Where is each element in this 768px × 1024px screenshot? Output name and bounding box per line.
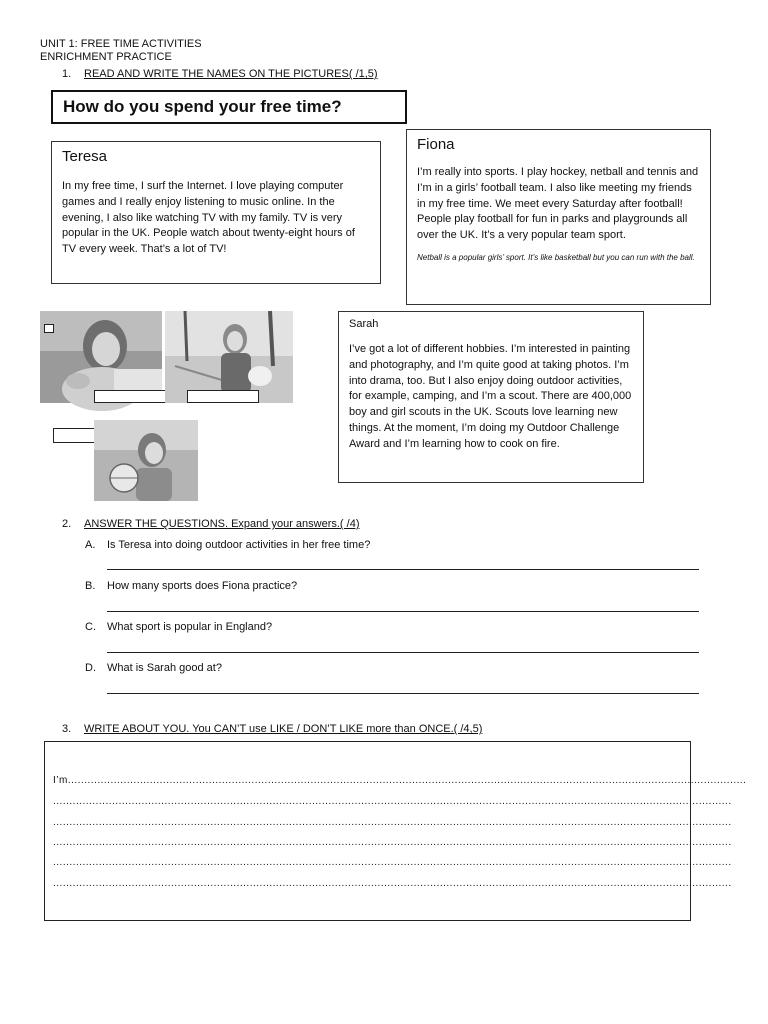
answer-line-b[interactable]	[107, 611, 699, 612]
sarah-text: I’ve got a lot of different hobbies. I’m interested in painting and photography, and I’m quite good at taking photos. I’m into drama, too. But I also enjoy doing outdoor activities, for example, camping, and I’m a scout. There are 400,000 boy and girl scouts in the UK. Scouts love learning new things. At the moment, I’m doing my Outdoor Challenge Award and I’m learning how to cook on fire.	[349, 343, 632, 450]
fiona-box	[406, 129, 711, 305]
section-3-instruction: WRITE ABOUT YOU. You CAN’T use LIKE / DON’T LIKE more than ONCE.( /4,5)	[84, 723, 483, 735]
page-subtitle: ENRICHMENT PRACTICE	[40, 51, 172, 63]
answer-checkbox[interactable]	[44, 324, 54, 333]
fiona-name: Fiona	[417, 136, 455, 153]
question-d: D. What is Sarah good at?	[85, 662, 222, 674]
teresa-text: In my free time, I surf the Internet. I love playing computer games and I really enjoy listening to music online. In the evening, I also like watching TV with my family. TV is very popular in the UK. People watch about twenty-eight hours of TV every week. That’s a lot of TV!	[62, 180, 355, 256]
writing-line-4[interactable]: ...............................................................................................................................................................................................................	[53, 837, 732, 848]
writing-line-2[interactable]: ...............................................................................................................................................................................................................	[53, 796, 732, 807]
question-a: A. Is Teresa into doing outdoor activities in her free time?	[85, 539, 371, 551]
answer-line-c[interactable]	[107, 652, 699, 653]
reading-title: How do you spend your free time?	[51, 90, 407, 124]
writing-line-5[interactable]: ...............................................................................................................................................................................................................	[53, 857, 732, 868]
question-b: B. How many sports does Fiona practice?	[85, 580, 298, 592]
section-1-heading: 1. READ AND WRITE THE NAMES ON THE PICTURES( /1,5)	[62, 68, 378, 80]
photo-netball-girl	[94, 420, 198, 501]
sarah-box	[338, 311, 644, 483]
section-1-instruction: READ AND WRITE THE NAMES ON THE PICTURES( /1,5)	[84, 68, 378, 80]
section-3-heading: 3. WRITE ABOUT YOU. You CAN’T use LIKE / DON’T LIKE more than ONCE.( /4,5)	[62, 723, 483, 735]
unit-title: UNIT 1: FREE TIME ACTIVITIES	[40, 38, 202, 50]
question-c: C. What sport is popular in England?	[85, 621, 273, 633]
writing-line-1[interactable]: I’m...............................................................................................................................................................................................................	[53, 775, 747, 786]
writing-line-6[interactable]: ...............................................................................................................................................................................................................	[53, 878, 732, 889]
netball-note: Netball is a popular girls’ sport. It’s like basketball but you can run with the ball.	[417, 252, 695, 262]
section-2-instruction: ANSWER THE QUESTIONS. Expand your answers.( /4)	[84, 518, 360, 530]
section-2-heading: 2. ANSWER THE QUESTIONS. Expand your answers.( /4)	[62, 518, 360, 530]
teresa-box	[51, 141, 381, 284]
name-label-box-1[interactable]	[94, 390, 166, 403]
answer-line-a[interactable]	[107, 569, 699, 570]
writing-line-3[interactable]: ...............................................................................................................................................................................................................	[53, 817, 732, 828]
fiona-text: I’m really into sports. I play hockey, netball and tennis and I’m in a girls’ football team. I also like meeting my friends in my free time. We meet every Saturday after football! People play football for fun in parks and playgrounds all over the UK. It’s a very popular team sport.	[417, 166, 699, 242]
sarah-name: Sarah	[349, 318, 379, 330]
name-label-box-2[interactable]	[187, 390, 259, 403]
writing-box[interactable]	[44, 741, 747, 921]
teresa-name: Teresa	[62, 148, 108, 165]
answer-line-d[interactable]	[107, 693, 699, 694]
